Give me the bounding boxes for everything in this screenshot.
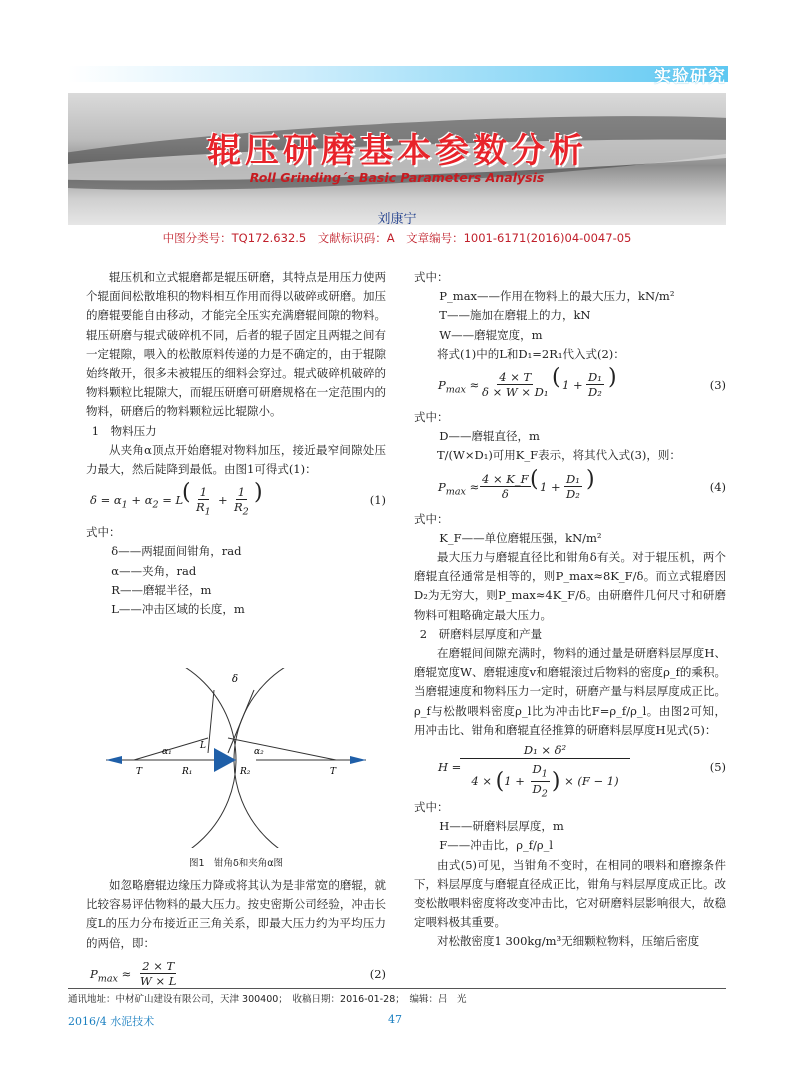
paragraph: 由式(5)可见，当钳角不变时，在相同的喂料和磨擦条件下，料层厚度与磨辊直径成正比，钳角与料层厚度成正比。改变松散喂料密度将改变冲击比，它对研磨料层影响很大，故稳定喂料极其重要。 (414, 857, 726, 930)
figure-1 (86, 668, 386, 848)
intro-paragraph: 辊压机和立式辊磨都是辊压研磨，其特点是用压力使两个辊面间松散堆积的物料相互作用而得以破碎或研磨。加压的磨辊要能自由移动，才能完全压实充满磨辊间隙的物料。辊压研磨与辊式破碎机不同，后者的辊子固定且两辊之间有一定辊隙，喂入的松散原料传递的力是不确定的，由于辊隙始终敞开，很多未被辊压的细料会穿过。辊式破碎机破碎的物料颗粒比辊隙大，而辊压研磨可研磨规格在一定范围内的物料，研磨后的物料颗粒远比辊隙小。 (86, 270, 386, 419)
paragraph: 如忽略磨辊边缘压力降或将其认为是非常宽的磨辊，就比较容易评估物料的最大压力。按史密斯公司经验，冲击长度L的压力分布接近正三角关系，即最大压力约为平均压力的两倍，即： (86, 878, 386, 950)
author: 刘康宁 (377, 212, 417, 227)
equation-2: $P_{max}$ ≈ $\frac{2 \times T}{W \times L}$ (2) (90, 958, 386, 988)
paragraph: 从夹角α顶点开始磨辊对物料加压，接近最窄间隙处压力最大，然后陡降到最低。由图1可得式(1)： (86, 442, 386, 477)
article-subtitle: Roll Grinding´s Basic Parameters Analysis (249, 170, 545, 185)
definition: R——磨辊半径，m (111, 582, 212, 597)
definition: H——研磨料层厚度，m (439, 819, 564, 834)
paragraph: 在磨辊间间隙充满时，物料的通过量是研磨料层厚度H、磨辊宽度W、磨辊速度v和磨辊滚过后物料的密度ρ_f的乘积。当磨辊速度和物料压力一定时，研磨产量与料层厚度成正比。ρ_f与松散喂料密度ρ_l比为冲击比F=ρ_f/ρ_l。由图2可知，用冲击比、钳角和磨辊直径推算的研磨料层厚度H见式(5)： (414, 646, 726, 737)
definition: L——冲击区域的长度，m (111, 602, 245, 617)
equation-3: $P_{max}$ ≈ $\frac{4 \times T}{\text{δ × W × D₁}}$ ( 1 + $\frac{\text{D₁}}{\text{D₂}}$ ) (3) (438, 365, 726, 400)
label-T-left: T (136, 767, 143, 777)
where-label: 式中： (414, 410, 449, 425)
label-L: L (200, 741, 206, 751)
equation-number: (1) (369, 493, 386, 508)
equation-5: H = D₁ × δ² 4 × (1 + $\frac{D_1}{D_2}$ ) × (F − 1) (5) (438, 743, 726, 800)
equation-number: (4) (709, 479, 726, 494)
equation-1: $\delta = \alpha_1 + \alpha_2 = L$ ( $\frac{1}{R_1}$ + $\frac{1}{R_2}$ ) (1) (90, 480, 386, 518)
definition: W——磨辊宽度，m (439, 327, 543, 342)
paragraph: 最大压力与磨辊直径比和钳角δ有关。对于辊压机，两个磨辊直径通常是相等的，则P_max≈8K_F/δ。而立式辊磨因D₂为无穷大，则P_max≈4K_F/δ。由研磨件几何尺寸和研磨物料可粗略确定最大压力。 (414, 550, 726, 622)
left-column-bottom (86, 876, 386, 997)
paragraph: 对松散密度1 300kg/m³无细颗粒物料，压缩后密度 (437, 934, 700, 949)
paragraph: 将式(1)中的L和D₁=2R₁代入式(2)： (437, 346, 625, 361)
definition: δ——两辊面间钳角，rad (111, 544, 242, 559)
label-alpha1: α₁ (162, 747, 172, 757)
figure-caption: 图1 钳角δ和夹角α图 (188, 858, 284, 869)
equation-number: (5) (709, 760, 726, 775)
label-R1: R₁ (182, 767, 193, 777)
paragraph: T/(W×D₁)可用K_F表示，将其代入式(3)，则： (437, 448, 681, 463)
footnote: 通讯地址：中材矿山建设有限公司，天津 300400； 收稿日期：2016-01-28； 编辑：吕 光 (68, 994, 467, 1005)
equation-4: $P_{max}$ ≈ $\frac{4 \times K\_F}{\delta}$ ( 1 + $\frac{\text{D₁}}{\text{D₂}}$ ) (4) (438, 466, 726, 501)
journal-issue: 2016/4 水泥技术 (68, 1015, 155, 1028)
where-label: 式中： (86, 525, 121, 540)
left-column (86, 268, 386, 619)
where-label: 式中： (414, 511, 449, 526)
label-T-right: T (330, 767, 337, 777)
equation-number: (2) (369, 966, 386, 981)
definition: T——施加在磨辊上的力，kN (439, 308, 591, 323)
section-heading-1: 1 物料压力 (91, 423, 157, 438)
definition: K_F——单位磨辊压强，kN/m² (439, 530, 602, 545)
definition: D——磨辊直径，m (439, 429, 540, 444)
label-alpha2: α₂ (254, 747, 264, 757)
classification-line: 中图分类号：TQ172.632.5 文献标识码：A 文章编号：1001-6171(2016)04-0047-05 (162, 231, 632, 245)
section-tag: 实验研究 (654, 67, 726, 87)
title-banner (68, 93, 726, 225)
definition: α——夹角，rad (111, 563, 197, 578)
section-heading-2: 2 研磨料层厚度和产量 (419, 626, 543, 641)
page-number: 47 (388, 1013, 402, 1026)
definition: P_max——作用在物料上的最大压力，kN/m² (439, 289, 675, 304)
right-column (414, 268, 726, 952)
header-bar (68, 66, 728, 82)
where-label: 式中： (414, 800, 449, 815)
equation-number: (3) (709, 378, 726, 393)
article-title: 辊压研磨基本参数分析 (207, 131, 587, 171)
label-R2: R₂ (240, 767, 251, 777)
where-label: 式中： (414, 270, 449, 284)
label-delta: δ (232, 674, 239, 685)
definition: F——冲击比，ρ_f/ρ_l (439, 838, 554, 853)
footer-rule (68, 988, 726, 989)
